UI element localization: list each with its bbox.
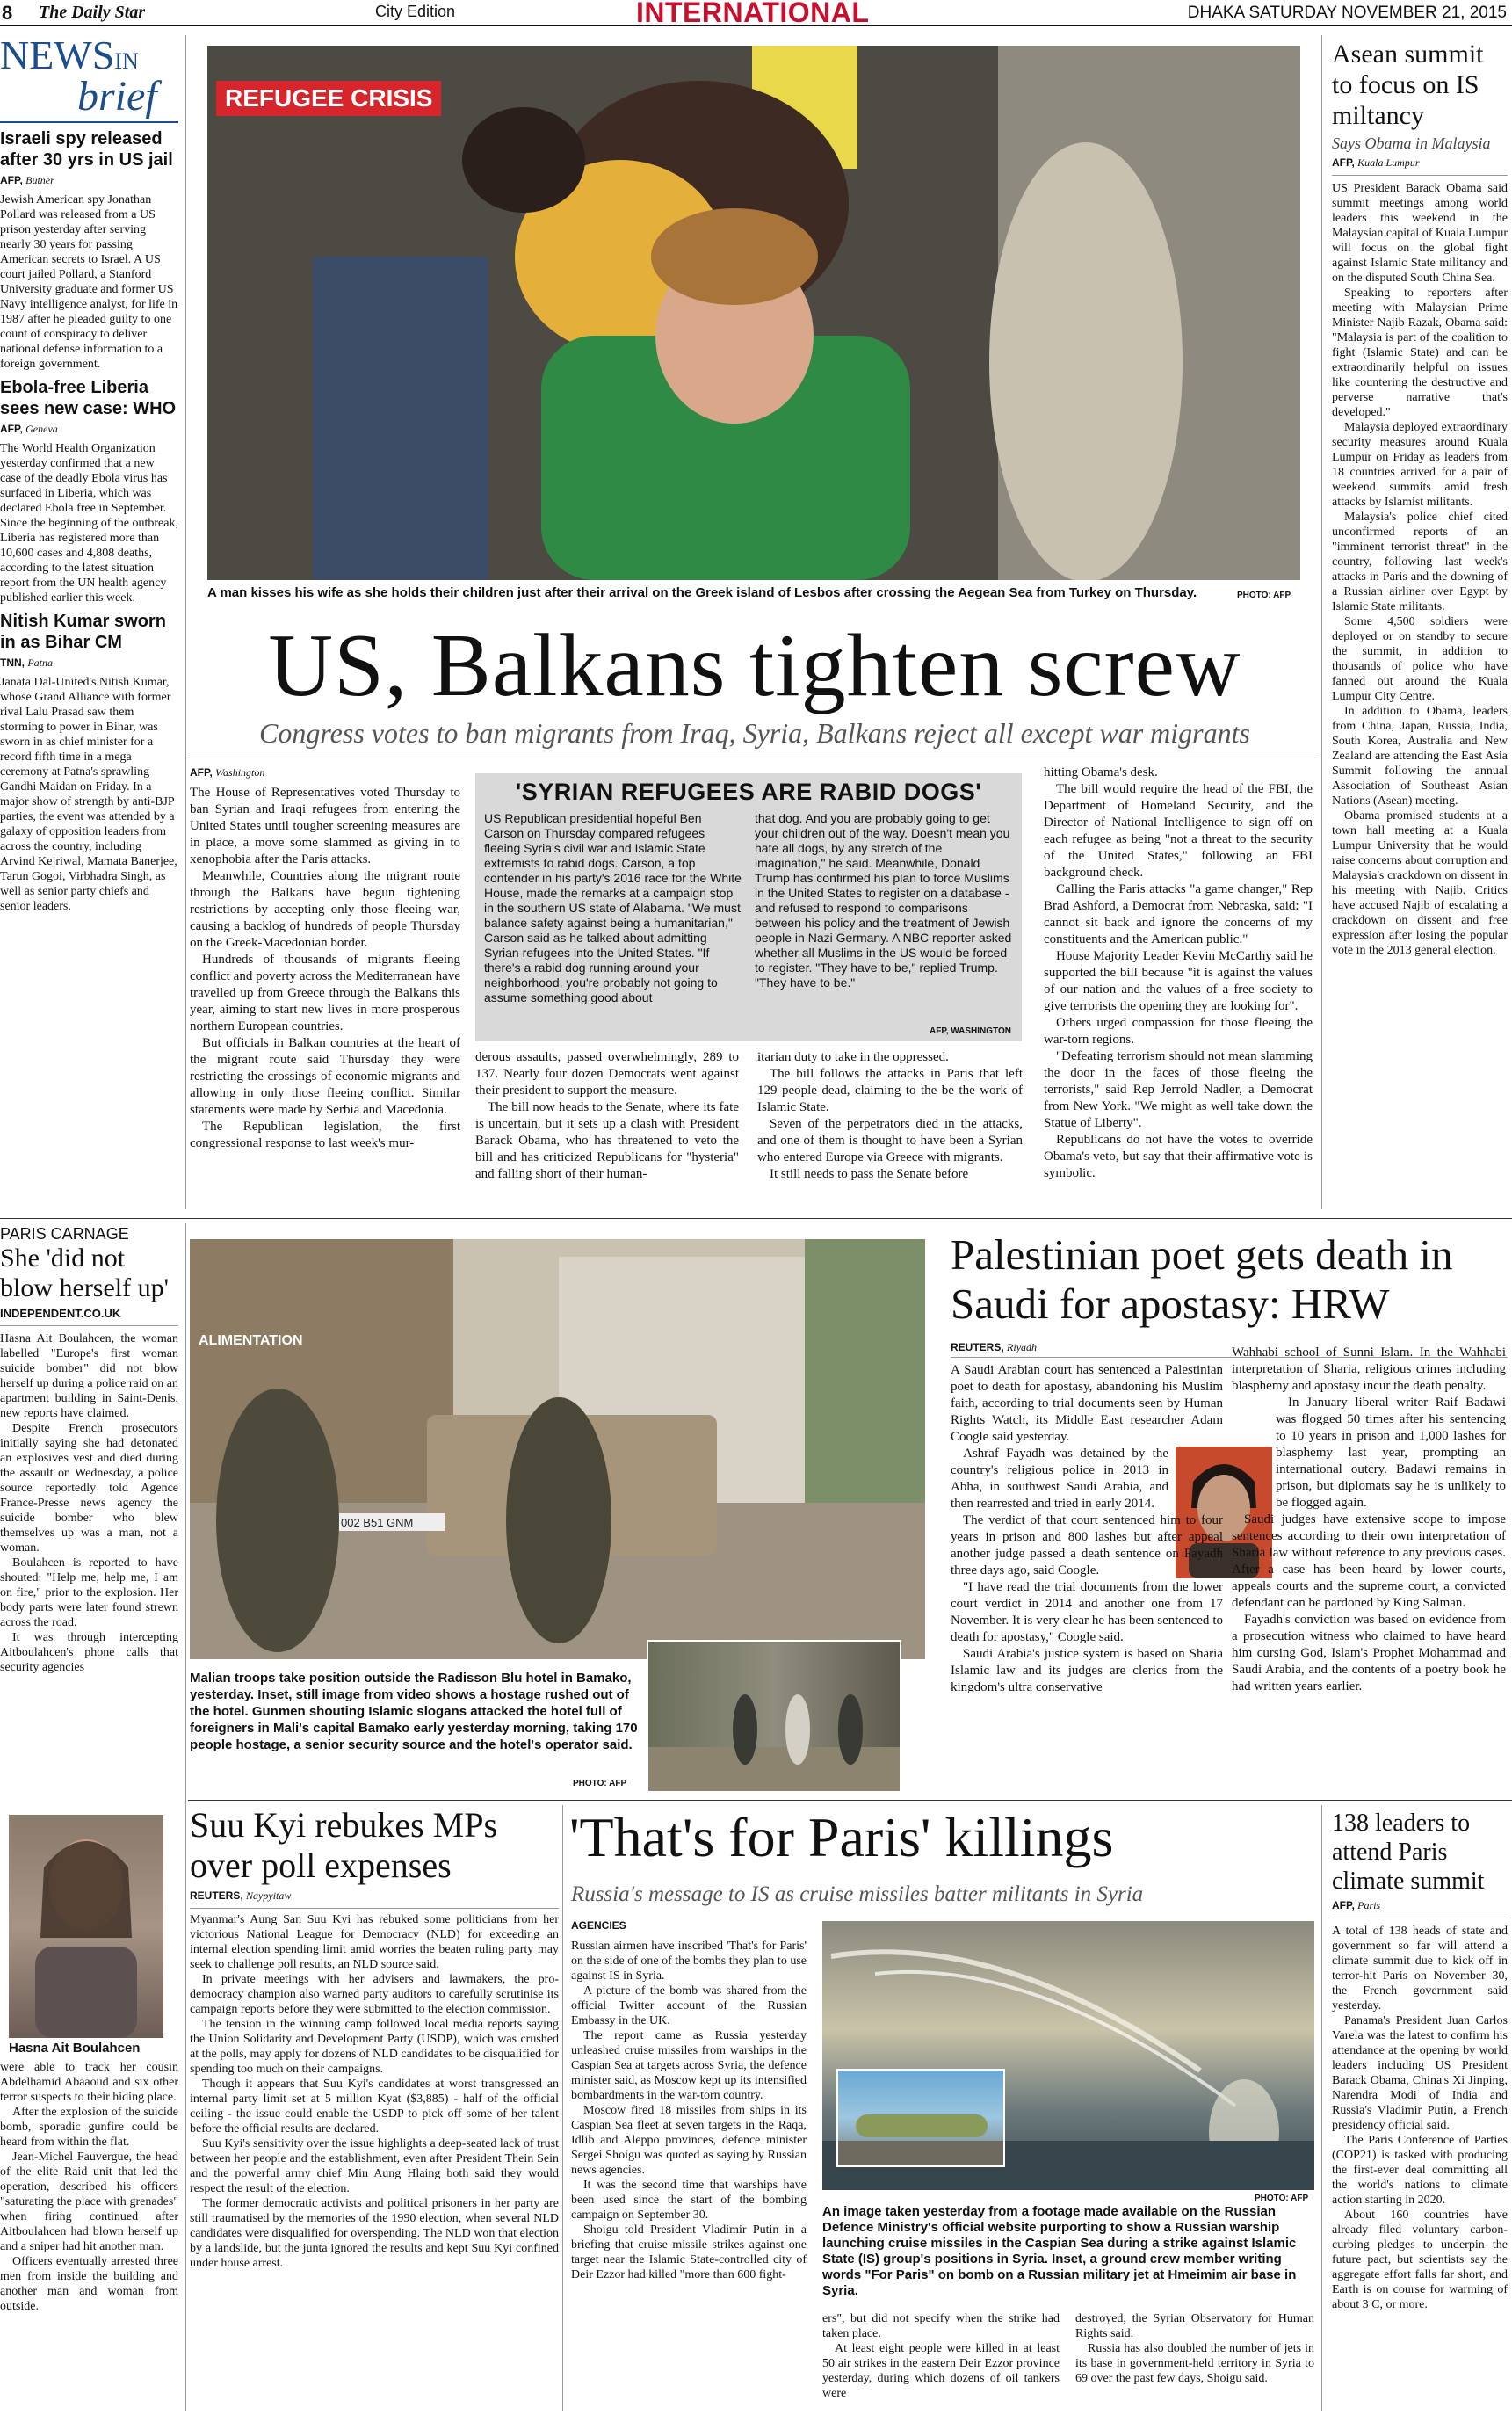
paragraph: Republicans do not have the votes to override Obama's veto, but say that their affirmative vote is symbolic.	[1044, 1133, 1313, 1180]
quote-box-credit: AFP, WASHINGTON	[930, 1026, 1011, 1036]
paragraph: The report came as Russia yesterday unleashed cruise missiles from warships in the Caspian Sea at targets across Syria, the defence minister said, as Moscow kept up its intensified bombardments in the war-torn country.	[571, 2029, 807, 2102]
quote-box-col-2: that dog. And you are probably going to get your children out of the way. Doesn't mean you hate all dogs, by any stretch of the imagination," he said. Meanwhile, Donald Trump has confirmed his plan to force Muslims in the United States to register on a database - and refused to respond to comparisons between his policy and the treatment of Jewish people in Nazi Germany. A NBC reporter asked whether all Muslims in the US would be forced to register. "They have to be," replied Trump. "They have to be."	[755, 811, 1012, 990]
brief-byline	[0, 174, 178, 187]
paragraph: Russian airmen have inscribed 'That's for Paris' on the side of one of the bombs they plan to use against IS in Syria.	[571, 1940, 807, 1983]
lead-byline	[190, 766, 460, 780]
missile-caption: An image taken yesterday from a footage made available on the Russian Defence Ministry's official website purporting to show a Russian warship launching cruise missiles in the Caspian Sea during a strike against Islamic State (IS) group's positions in Syria. Inset, a ground crew member writing words "For Paris" on bomb on a Russian military jet at Hmeimim air base in Syria.	[822, 2204, 1297, 2298]
mali-inset-photo	[647, 1640, 901, 1793]
news-in-brief-logo	[0, 35, 178, 118]
paragraph: Jean-Michel Fauvergue, the head of the elite Raid unit that led the operation, described his officers "saturating the place with grenades" when firing continued after Aitboulahcen had blown herself up and a sniper had hit another man.	[0, 2150, 178, 2253]
paper-name: The Daily Star	[39, 3, 146, 22]
mali-credit: PHOTO: AFP	[573, 1779, 627, 1788]
paragraph: It was the second time that warships have been used since the start of the bombing campaign on September 30.	[571, 2179, 807, 2222]
news-in-brief	[0, 35, 178, 1209]
missile-photo	[822, 1921, 1314, 2190]
paragraph: Despite French prosecutors initially saying she had detonated an explosives vest and died during the assault on Wednesday, a police source reportedly told Agence France-Presse news agency the suicide bomber who blew themselves up was a man, not a woman.	[0, 1422, 178, 1555]
lead-col-1	[190, 763, 460, 1207]
paris-killings-headline: 'That's for Paris' killings	[569, 1806, 1114, 1868]
suukyi-headline: Suu Kyi rebukes MPs over poll expenses	[190, 1805, 498, 1885]
column-rule	[1321, 1805, 1322, 2411]
paragraph: Ashraf Fayadh was detained by the country's religious police in 2013 in Abha, in southwest Saudi Arabia, and then rearrested and tried in early 2014.	[951, 1447, 1168, 1511]
poet-col-1	[951, 1362, 1223, 1788]
paris-killings-byline: AGENCIES	[571, 1919, 626, 1932]
asean-subhead: Says Obama in Malaysia	[1332, 134, 1491, 152]
paragraph: The bill follows the attacks in Paris that left 129 people dead, claiming to the be the work of Islamic State.	[757, 1067, 1023, 1114]
paris-killings-col-2	[822, 2311, 1060, 2411]
place: Riyadh	[1007, 1341, 1038, 1353]
refugee-crisis-kicker: REFUGEE CRISIS	[216, 81, 441, 116]
paragraph: Saudi judges have extensive scope to impose sentences according to their own interpretation of Sharia law without reference to any previous cases. After a case has been heard by lower courts, appeals courts and the supreme court, a convicted defendant can be pardoned by King Salman.	[1232, 1512, 1506, 1610]
asean-story	[1332, 39, 1508, 1208]
masthead	[0, 0, 1512, 26]
shop-sign: ALIMENTATION	[199, 1333, 303, 1348]
plate-text: 002 B51 GNM	[341, 1516, 414, 1529]
section-rule	[188, 1800, 1512, 1801]
paragraph: Calling the Paris attacks "a game changer," Rep Brad Ashford, a Democrat from Nebraska, said: "I cannot sit back and ignore the concerns of my constituents and the American public."	[1044, 882, 1313, 946]
paris-carnage-body-2	[0, 2060, 178, 2411]
place: Paris	[1357, 1899, 1381, 1911]
paragraph: It was through intercepting Aitboulahcen's phone calls that security agencies	[0, 1631, 178, 1674]
paris-killings-col-3	[1075, 2311, 1314, 2411]
asean-byline	[1332, 156, 1508, 170]
paragraph: But officials in Balkan countries at the heart of the migrant route said Thursday they were restricting the crossings of economic migrants and allowing in only those fleeing conflict. Similar statements were made by Serbia and Macedonia.	[190, 1036, 460, 1117]
paragraph: Panama's President Juan Carlos Varela was the latest to confirm his attendance at the opening by world leaders including US President Barack Obama, China's Xi Jinping, Narendra Modi of India and Russia's Vladimir Putin, a French presidency official said.	[1332, 2014, 1508, 2132]
paragraph: Malaysia's police chief cited unconfirmed reports of an "imminent terrorist threat" in the country, following last week's attacks in Paris and the downing of a Russian airliner over Egypt by Islamic State militants.	[1332, 511, 1508, 613]
quote-box-headline: 'SYRIAN REFUGEES ARE RABID DOGS'	[515, 779, 982, 805]
column-rule	[185, 35, 186, 1209]
lead-headline: US, Balkans tighten screw	[268, 616, 1241, 715]
poet-headline: Palestinian poet gets death in Saudi for apostasy: HRW	[951, 1230, 1453, 1328]
agency: AFP,	[0, 174, 23, 186]
inset-illustration	[838, 2071, 1003, 2165]
paragraph: Hasna Ait Boulahcen, the woman labelled "Europe's first woman suicide bomber" did not blow herself up during a police raid on an apartment building in Saint-Denis, new reports have claimed.	[0, 1332, 178, 1420]
lead-col-2	[475, 1049, 739, 1208]
section-rule	[0, 1218, 1512, 1219]
agency: REUTERS,	[951, 1341, 1004, 1353]
photo-credit: PHOTO: AFP	[1237, 591, 1291, 600]
paragraph: The former democratic activists and political prisoners in her party are still traumatised by the memories of the 1990 election, when several NLD candidates were disqualified for overspending. The NLD won that election by a landslide, but the junta ignored the results and kept Suu Kyi confined under house arrest.	[190, 2197, 559, 2270]
agency: AFP,	[190, 766, 213, 779]
agency: TNN,	[0, 656, 25, 669]
paragraph: Some 4,500 soldiers were deployed or on standby to secure the summit, in addition to thousands of police who have fanned out around the Kuala Lumpur City Centre.	[1332, 615, 1508, 703]
column-rule	[1321, 35, 1322, 1209]
mali-photo-illustration	[190, 1239, 925, 1659]
logo-news: NEWS	[0, 35, 115, 77]
paragraph: The bill now heads to the Senate, where its fate is uncertain, but it sets up a clash with President Barack Obama, who has threatened to veto the bill and has criticized Republicans for "hysteria" and falling short of their human-	[475, 1100, 739, 1181]
agency: AFP,	[0, 423, 23, 435]
paragraph: "I have read the trial documents from the lower court verdict in 2014 and another one from 17 November. It is very clear he has been sentenced to death for apostasy," Coogle said.	[951, 1580, 1223, 1644]
photo-illustration	[207, 46, 1300, 580]
paragraph: were able to track her cousin Abdelhamid Abaaoud and six other terror suspects to their hiding place.	[0, 2061, 178, 2104]
paragraph: hitting Obama's desk.	[1044, 765, 1158, 780]
paragraph: ers", but did not specify when the strike had taken place.	[822, 2312, 1060, 2340]
paris-carnage-kicker: PARIS CARNAGE	[0, 1225, 129, 1243]
paragraph: The Paris Conference of Parties (COP21) is tasked with producing the first-ever deal committing all the world's nations to climate action starting in 2020.	[1332, 2134, 1508, 2207]
brief-item	[0, 611, 178, 914]
place: Washington	[215, 766, 265, 779]
paragraph: Malaysia deployed extraordinary security measures around Kuala Lumpur on Friday as leaders from 18 countries arrived for a pair of weekend summits amid fresh attacks by Islamist militants.	[1332, 421, 1508, 509]
column-rule	[185, 1223, 186, 2411]
paragraph: destroyed, the Syrian Observatory for Human Rights said.	[1075, 2312, 1314, 2340]
paragraph: The Republican legislation, the first congressional response to last week's mur-	[190, 1120, 460, 1150]
paragraph: Suu Kyi's sensitivity over the issue highlights a deep-seated lack of trust between her people and the establishment, even after President Thein Sein and the powerful army chief Min Aung Hlaing both said they would respect the result of the election.	[190, 2137, 559, 2195]
paragraph: In January liberal writer Raif Badawi was flogged 50 times after his sentencing to 10 years in prison and 1,000 lashes for blasphemy last year, prompting an international outcry. Badawi remains in prison, but diplomats say he is unlikely to be flogged again.	[1276, 1396, 1506, 1510]
paragraph: At least eight people were killed in at least 50 air strikes in the eastern Deir Ezzor province yesterday, during which dozens of oil tankers were	[822, 2342, 1060, 2400]
section-title: INTERNATIONAL	[636, 0, 870, 26]
paragraph: The House of Representatives voted Thursday to ban Syrian and Iraqi refugees from entering the United States until tougher screening measures are in place, a move some slammed as giving in to xenophobia after the Paris attacks.	[190, 786, 460, 867]
paragraph: The bill would require the head of the FBI, the Department of Homeland Security, and the Director of National Intelligence to sign off on each refugee as being "not a threat to the security of the United States," following an FBI background check.	[1044, 782, 1313, 880]
paragraph: After the explosion of the suicide bomb, sporadic gunfire could be heard from within the flat.	[0, 2106, 178, 2149]
paragraph: A total of 138 heads of state and government so far will attend a climate summit due to kick off in terror-hit Paris on November 30, the French government said yesterday.	[1332, 1925, 1508, 2012]
lead-subhead: Congress votes to ban migrants from Iraq, Syria, Balkans reject all except war migrants	[259, 717, 1250, 749]
paragraph: Though it appears that Suu Kyi's candidates at worst transgressed an internal party limit set at 5 million Kyat ($3,885) - half of the official ceiling - the issue could enable the USDP to pick off some of her talent before the official results are declared.	[190, 2078, 559, 2136]
paragraph: About 160 countries have already filed voluntary carbon-curbing pledges to underpin the future pact, but scientists say the aggregate effort falls far short, and Earth is on course for warming of about 3 C, or more.	[1332, 2208, 1508, 2311]
paragraph: A Saudi Arabian court has sentenced a Palestinian poet to death for apostasy, abandoning his Muslim faith, according to trial documents seen by Human Rights Watch, its Middle East researcher Adam Coogle said yesterday.	[951, 1363, 1223, 1444]
paragraph: US President Barack Obama said summit meetings among world leaders this weekend in the Malaysian capital of Kuala Lumpur will focus on the global fight against Islamic State militancy and on the disputed South China Sea.	[1332, 182, 1508, 285]
brief-byline	[0, 423, 178, 436]
place: Butner	[25, 174, 54, 186]
lead-col-3	[757, 1049, 1023, 1208]
paragraph: Hundreds of thousands of migrants fleeing conflict and poverty across the Mediterranean have travelled up from Greece through the Balkans this year, aiming to start new lives in more prosperous northern European countries.	[190, 953, 460, 1033]
hasna-photo-illustration	[9, 1815, 163, 2038]
paragraph: The tension in the winning camp followed local media reports saying the Union Solidarity and Development Party (USDP), which was crushed at the polls, may apply for dozens of NLD candidates to be disqualified for spending too much on their campaigns.	[190, 2018, 559, 2076]
climate-byline	[1332, 1899, 1508, 1912]
inset-illustration	[648, 1642, 900, 1791]
logo-in: IN	[114, 48, 139, 74]
paragraph: The World Health Organization yesterday confirmed that a new case of the deadly Ebola virus has surfaced in Liberia, which was declared Ebola free in September. Since the beginning of the outbreak, Liberia has registered more than 10,600 cases and 4,808 deaths, according to the latest situation report from the UN health agency published earlier this week.	[0, 442, 178, 605]
paragraph: Wahhabi school of Sunni Islam. In the Wahhabi interpretation of Sharia, religious crimes including blasphemy and apostasy incur the death penalty.	[1232, 1345, 1506, 1393]
paris-killings-subhead: Russia's message to IS as cruise missiles batter militants in Syria	[571, 1882, 1144, 1906]
paragraph: Myanmar's Aung San Suu Kyi has rebuked some politicians from her victorious National League for Democracy (NLD) for exceeding an internal election spending limit amid worries the beaten ruling party may seek to challenge poll results, an NLD source said.	[190, 1913, 559, 1971]
logo-brief: brief	[77, 73, 157, 120]
paragraph: Obama promised students at a town hall meeting at a Kuala Lumpur University that he would raise concerns about corruption and Malaysia's crackdown on dissent in his meeting with Najib. Critics have accused Najib of escalating a crackdown on dissent and free expression after losing the popular vote in the 2013 general election.	[1332, 809, 1508, 957]
missile-credit: PHOTO: AFP	[1255, 2194, 1309, 2203]
paragraph: Boulahcen is reported to have shouted: "Help me, help me, I am on fire," prior to the explosion. Her body parts were later found strewn across the road.	[0, 1556, 178, 1629]
paragraph: Speaking to reporters after meeting with Malaysian Prime Minister Najib Razak, Obama said: "Malaysia is part of the coalition to fight (Islamic State) and can be extraordinarily helpful on issues like countering the destructive and perverse narrative that's developed."	[1332, 286, 1508, 419]
brief-headline: Ebola-free Liberia sees new case: WHO	[0, 378, 177, 418]
brief-headline: Israeli spy released after 30 yrs in US jail	[0, 129, 173, 170]
lead-col-4	[1044, 765, 1313, 1208]
climate-story	[1332, 1809, 1508, 2411]
place: Geneva	[25, 423, 58, 435]
paragraph: Jewish American spy Jonathan Pollard was released from a US prison yesterday after serving nearly 30 years for passing American secrets to Israel. A US court jailed Pollard, a Stanford University graduate and former US Navy intelligence analyst, for life in 1987 after he pleaded guilty to one count of conspiracy to deliver national defense information to a foreign government.	[0, 193, 178, 371]
paragraph: Saudi Arabia's justice system is based on Sharia Islamic law and its judges are clerics from the kingdom's ultra conservative	[951, 1647, 1223, 1694]
paragraph: Others urged compassion for those fleeing the war-torn regions.	[1044, 1016, 1313, 1047]
caption-text: A man kisses his wife as she holds their children just after their arrival on the Greek island of Lesbos after crossing the Aegean Sea from Turkey on Thursday.	[207, 585, 1197, 600]
hasna-caption: Hasna Ait Boulahcen	[9, 2041, 141, 2056]
place: Kuala Lumpur	[1357, 156, 1420, 169]
paragraph: In addition to Obama, leaders from China, Japan, Russia, India, South Korea, Australia and New Zealand are attending the East Asia Summit following the annual Association of Southeast Asian Nations (Asean) meeting.	[1332, 705, 1508, 808]
paragraph: It still needs to pass the Senate before	[770, 1167, 969, 1181]
paragraph: Seven of the perpetrators died in the attacks, and one of them is thought to have been a Syrian who entered Europe via Greece with migrants.	[757, 1117, 1023, 1164]
paragraph: Officers eventually arrested three men from inside the building and another man and woman from outside.	[0, 2255, 178, 2313]
paragraph: House Majority Leader Kevin McCarthy said he supported the bill because "it is against the values of our nation and the values of a free society to give terrorists the opening they are looking for".	[1044, 949, 1313, 1013]
paragraph: Shoigu told President Vladimir Putin in a briefing that cruise missile strikes against one target near the Islamic State-controlled city of Deir Ezzor had killed "more than 600 fight-	[571, 2223, 807, 2281]
paragraph: Meanwhile, Countries along the migrant route through the Balkans have begun tightening restrictions by accepting only those fleeing war, causing a backlog of hundreds of people Thursday on the Greek-Macedonian border.	[190, 869, 460, 950]
agency: REUTERS,	[190, 1889, 243, 1902]
edition: City Edition	[375, 3, 456, 20]
paragraph: "Defeating terrorism should not mean slamming the door in the faces of those fleeing the terrorists," said Rep Jerrold Nadler, a Democrat from New York. "We might as well take down the Statue of Liberty".	[1044, 1049, 1313, 1130]
page-number: 8	[2, 2, 13, 24]
agency: AFP,	[1332, 156, 1355, 169]
brief-item	[0, 377, 178, 606]
quote-box	[475, 773, 1022, 1041]
climate-headline: 138 leaders to attend Paris climate summit	[1332, 1809, 1485, 1895]
paragraph: derous assaults, passed overwhelmingly, 289 to 137. Nearly four dozen Democrats went against their president to support the measure.	[475, 1050, 739, 1098]
brief-item	[0, 128, 178, 372]
suukyi-story	[190, 1805, 559, 2411]
main-photo-caption	[207, 585, 1262, 601]
paragraph: itarian duty to take in the oppressed.	[757, 1050, 949, 1064]
paragraph: In private meetings with her advisers and lawmakers, the pro-democracy champion also warned party auditors to carefully scrutinise its campaign reports before they were submitted to the election commission.	[190, 1973, 559, 2016]
refugee-photo	[207, 46, 1300, 580]
column-rule	[562, 1805, 563, 2411]
mali-caption: Malian troops take position outside the Radisson Blu hotel in Bamako, yesterday. Inset, still image from video shows a hostage rushed out of the hotel. Gunmen shouting Islamic slogans attacked the hotel full of foreigners in Mali's capital Bamako early yesterday morning, taking 170 people hostage, a senior security source and the hotel's operator said.	[190, 1671, 638, 1752]
quote-box-col-1: US Republican presidential hopeful Ben Carson on Thursday compared refugees fleeing Syria's civil war and Islamic State extremists to rabid dogs. Carson, a top contender in his party's 2016 race for the White House, made the remarks at a campaign stop in the southern US state of Alabama. "We must balance safety against being a humanitarian," Carson said as he talked about admitting Syrian refugees into the United States. "If there's a rabid dog running around your neighborhood, you're probably not going to assume something good about	[484, 811, 742, 1004]
place: Patna	[27, 656, 54, 669]
paris-killings-col-1	[571, 1939, 807, 2411]
asean-body	[1332, 181, 1508, 958]
place: Naypyitaw	[246, 1889, 292, 1902]
paragraph: Russia has also doubled the number of jets in its base in government-held territory in Syria to 69 over the past few days, Shoigu said.	[1075, 2342, 1314, 2385]
dateline: DHAKA SATURDAY NOVEMBER 21, 2015	[1187, 4, 1507, 22]
brief-byline	[0, 656, 178, 670]
paragraph: Janata Dal-United's Nitish Kumar, whose Grand Alliance with former rival Lalu Prasad saw them storming to power in Bihar, was sworn in as chief minister for a record fifth time in a mega ceremony at Patna's sprawling Gandhi Maidan on Friday. In a major show of strength by anti-BJP parties, the event was attended by a galaxy of opposition leaders from across the country, including Arvind Kejriwal, Mamata Banerjee, Tarun Gogoi, Virbhadra Singh, as well as senior party chiefs and senior leaders.	[0, 676, 177, 913]
hasna-photo	[9, 1815, 163, 2038]
paris-carnage-headline: She 'did not blow herself up'	[0, 1244, 170, 1302]
paragraph: Fayadh's conviction was based on evidence from a prosecution witness who claimed to have heard him cursing God, Islam's Prophet Mohammad and Saudi Arabia, and the contents of a poetry book he had written years earlier.	[1232, 1613, 1506, 1693]
agency: AFP,	[1332, 1899, 1355, 1911]
asean-headline: Asean summit to focus on IS miltancy	[1332, 40, 1484, 130]
missile-inset-photo	[836, 2069, 1005, 2167]
paragraph: Moscow fired 18 missiles from ships in its Caspian Sea fleet at seven targets in the Raqa, Idlib and Aleppo provinces, defence minister Sergei Shoigu was quoted as saying by Russian news agencies.	[571, 2104, 807, 2177]
suukyi-byline	[190, 1889, 559, 1903]
poet-col-2	[1232, 1345, 1506, 1788]
paragraph: The verdict of that court sentenced him to four years in prison and 800 lashes but after appeal another judge passed a death sentence on Fayadh three days ago, said Coogle.	[951, 1513, 1223, 1577]
paris-carnage-source: INDEPENDENT.CO.UK	[0, 1307, 121, 1320]
paragraph: A picture of the bomb was shared from the official Twitter account of the Russian Embassy in the UK.	[571, 1984, 807, 2027]
mali-photo	[190, 1239, 925, 1659]
brief-headline: Nitish Kumar sworn in as Bihar CM	[0, 612, 166, 652]
poet-byline	[951, 1341, 1037, 1354]
